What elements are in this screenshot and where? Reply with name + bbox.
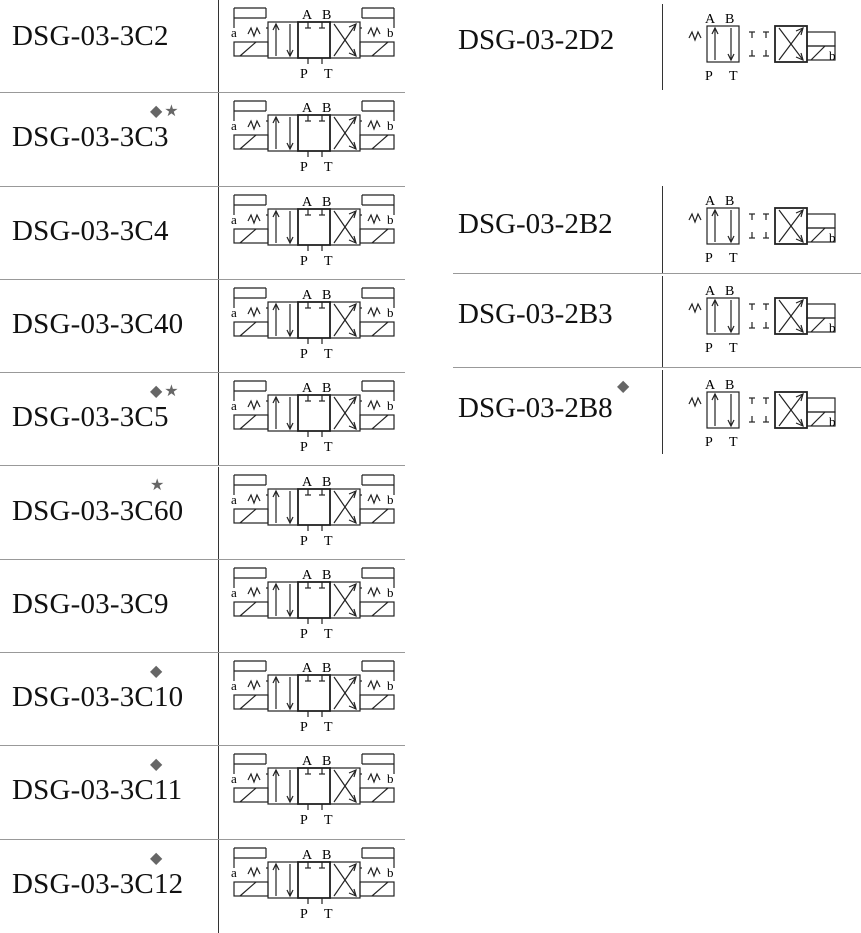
valve-symbol xyxy=(228,657,400,741)
model-row xyxy=(0,187,405,280)
port-label-a: a xyxy=(231,584,237,600)
port-label-P: P xyxy=(300,813,308,829)
model-row xyxy=(0,0,405,93)
model-name: DSG-03-2B8 xyxy=(458,392,613,424)
port-label-P: P xyxy=(300,440,308,456)
port-label-P: P xyxy=(300,67,308,82)
model-name: DSG-03-3C11 xyxy=(12,774,183,807)
port-label-A: A xyxy=(302,101,313,117)
model-row xyxy=(453,186,861,274)
port-label-T: T xyxy=(324,626,333,642)
port-label-b: b xyxy=(387,771,394,787)
port-label-P: P xyxy=(705,251,713,266)
column-divider xyxy=(218,373,219,466)
port-label-a: a xyxy=(231,25,237,40)
port-label-b: b xyxy=(387,678,394,694)
port-label-B: B xyxy=(725,378,735,393)
port-label-A: A xyxy=(302,754,313,770)
valve-symbol xyxy=(228,4,400,88)
model-marks: ★ xyxy=(150,476,167,494)
valve-symbol xyxy=(679,190,839,266)
column-divider xyxy=(218,0,219,93)
port-label-P: P xyxy=(300,160,308,176)
valve-symbol xyxy=(228,97,400,181)
port-label-b: b xyxy=(387,398,394,414)
model-row xyxy=(0,467,405,560)
model-marks: ◆ xyxy=(150,756,165,774)
port-label-A: A xyxy=(302,567,313,583)
port-label-P: P xyxy=(705,435,713,450)
port-label-P: P xyxy=(300,626,308,642)
port-label-b: b xyxy=(387,491,394,507)
model-name: DSG-03-3C4 xyxy=(12,214,169,247)
port-label-P: P xyxy=(300,533,308,549)
port-label-B: B xyxy=(322,8,332,23)
column-divider xyxy=(218,280,219,373)
port-label-T: T xyxy=(324,440,333,456)
valve-symbol xyxy=(228,750,400,834)
port-label-b: b xyxy=(829,230,836,245)
port-label-a: a xyxy=(231,118,237,134)
port-label-P: P xyxy=(300,720,308,736)
port-label-b: b xyxy=(829,414,836,429)
column-divider xyxy=(662,276,663,368)
port-label-b: b xyxy=(387,864,394,880)
model-row xyxy=(453,276,861,368)
model-name: DSG-03-3C9 xyxy=(12,587,169,620)
valve-symbol xyxy=(228,377,400,461)
model-name: DSG-03-3C60 xyxy=(12,494,184,527)
port-label-A: A xyxy=(705,284,716,299)
port-label-a: a xyxy=(231,771,237,787)
model-row xyxy=(453,370,861,454)
valve-symbol xyxy=(679,280,839,356)
port-label-T: T xyxy=(729,251,738,266)
port-label-A: A xyxy=(302,381,313,397)
port-label-B: B xyxy=(322,661,332,677)
port-label-T: T xyxy=(324,720,333,736)
port-label-T: T xyxy=(729,435,738,450)
model-row xyxy=(0,373,405,466)
model-row xyxy=(453,4,861,90)
port-label-T: T xyxy=(324,533,333,549)
port-label-A: A xyxy=(302,661,313,677)
port-label-T: T xyxy=(324,67,333,82)
port-label-a: a xyxy=(231,304,237,320)
model-row xyxy=(0,280,405,373)
model-name: DSG-03-3C5 xyxy=(12,401,169,434)
model-name: DSG-03-3C3 xyxy=(12,121,169,154)
column-divider xyxy=(218,467,219,560)
port-label-b: b xyxy=(387,25,394,40)
port-label-B: B xyxy=(322,101,332,117)
port-label-a: a xyxy=(231,211,237,227)
model-name: DSG-03-2D2 xyxy=(458,24,615,56)
column-divider xyxy=(218,746,219,839)
model-name: DSG-03-3C2 xyxy=(12,20,169,52)
port-label-A: A xyxy=(302,194,313,210)
model-row xyxy=(0,746,405,839)
port-label-A: A xyxy=(705,12,716,27)
column-divider xyxy=(218,93,219,186)
port-label-a: a xyxy=(231,491,237,507)
port-label-P: P xyxy=(300,253,308,269)
port-label-b: b xyxy=(387,304,394,320)
port-label-B: B xyxy=(725,284,735,299)
port-label-T: T xyxy=(324,813,333,829)
port-label-A: A xyxy=(302,474,313,490)
port-label-a: a xyxy=(231,678,237,694)
model-marks: ◆ xyxy=(617,378,632,395)
model-row xyxy=(0,93,405,186)
model-name: DSG-03-2B2 xyxy=(458,208,613,240)
port-label-B: B xyxy=(322,474,332,490)
valve-symbol xyxy=(228,284,400,368)
port-label-b: b xyxy=(387,584,394,600)
port-label-T: T xyxy=(324,253,333,269)
port-label-b: b xyxy=(829,48,836,63)
port-label-T: T xyxy=(324,346,333,362)
column-divider xyxy=(218,560,219,653)
port-label-b: b xyxy=(387,211,394,227)
valve-symbol xyxy=(679,8,839,84)
model-row xyxy=(0,840,405,933)
valve-symbol xyxy=(228,191,400,275)
valve-symbol xyxy=(228,844,400,928)
row-divider xyxy=(453,273,861,274)
column-divider xyxy=(662,4,663,90)
port-label-b: b xyxy=(387,118,394,134)
port-label-P: P xyxy=(705,341,713,356)
port-label-a: a xyxy=(231,864,237,880)
valve-symbol xyxy=(228,564,400,648)
port-label-B: B xyxy=(322,287,332,303)
port-label-B: B xyxy=(322,847,332,863)
row-divider xyxy=(453,367,861,368)
port-label-T: T xyxy=(729,69,738,84)
column-divider xyxy=(662,186,663,274)
port-label-B: B xyxy=(725,194,735,209)
column-divider xyxy=(218,840,219,933)
model-name: DSG-03-2B3 xyxy=(458,298,613,330)
port-label-B: B xyxy=(725,12,735,27)
model-row xyxy=(0,560,405,653)
model-marks: ◆ xyxy=(150,663,165,681)
model-name: DSG-03-3C10 xyxy=(12,681,184,714)
port-label-T: T xyxy=(729,341,738,356)
column-divider xyxy=(218,653,219,746)
column-divider xyxy=(662,370,663,454)
port-label-B: B xyxy=(322,381,332,397)
port-label-T: T xyxy=(324,160,333,176)
port-label-B: B xyxy=(322,567,332,583)
port-label-A: A xyxy=(302,8,313,23)
valve-symbol xyxy=(228,471,400,555)
port-label-A: A xyxy=(302,287,313,303)
column-divider xyxy=(218,187,219,280)
port-label-A: A xyxy=(705,378,716,393)
model-marks: ◆★ xyxy=(150,383,181,401)
model-name: DSG-03-3C40 xyxy=(12,307,184,340)
port-label-A: A xyxy=(705,194,716,209)
port-label-P: P xyxy=(300,346,308,362)
port-label-a: a xyxy=(231,398,237,414)
model-row xyxy=(0,653,405,746)
model-marks: ◆ xyxy=(150,849,165,867)
valve-symbol xyxy=(679,374,839,450)
model-marks: ◆★ xyxy=(150,103,181,121)
model-name: DSG-03-3C12 xyxy=(12,867,184,900)
port-label-P: P xyxy=(300,906,308,922)
port-label-B: B xyxy=(322,194,332,210)
port-label-B: B xyxy=(322,754,332,770)
port-label-b: b xyxy=(829,320,836,335)
port-label-T: T xyxy=(324,906,333,922)
port-label-P: P xyxy=(705,69,713,84)
port-label-A: A xyxy=(302,847,313,863)
